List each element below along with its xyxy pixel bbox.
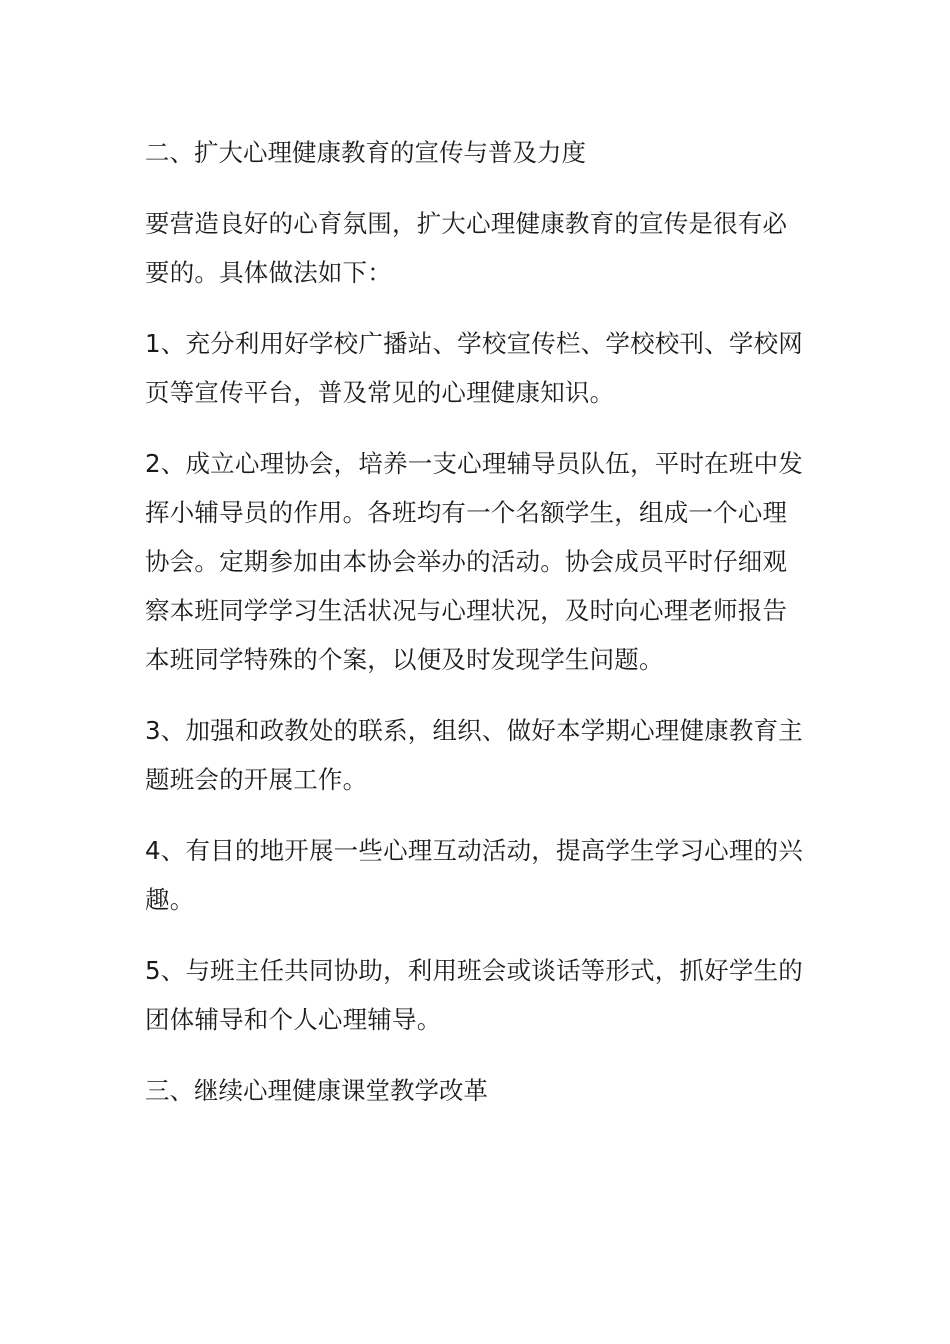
list-item-1 — [145, 319, 810, 417]
text-line: 页等宣传平台，普及常见的心理健康知识。 — [145, 378, 615, 407]
list-item-4 — [145, 826, 810, 924]
text-line: 二、扩大心理健康教育的宣传与普及力度 — [145, 138, 586, 167]
list-item-5 — [145, 946, 810, 1044]
document-body — [145, 128, 810, 1137]
text-line: 本班同学特殊的个案，以便及时发现学生问题。 — [145, 645, 664, 674]
text-line: 三、继续心理健康课堂教学改革 — [145, 1076, 488, 1105]
text-line: 趣。 — [145, 885, 195, 914]
text-line: 5、与班主任共同协助，利用班会或谈话等形式，抓好学生的 — [145, 956, 803, 985]
text-line: 团体辅导和个人心理辅导。 — [145, 1005, 442, 1034]
text-line: 要的。具体做法如下： — [145, 258, 392, 287]
text-line: 要营造良好的心育氛围，扩大心理健康教育的宣传是很有必 — [145, 209, 788, 238]
text-line: 挥小辅导员的作用。各班均有一个名额学生，组成一个心理 — [145, 498, 788, 527]
section-heading-3 — [145, 1066, 810, 1115]
text-line: 4、有目的地开展一些心理互动活动，提高学生学习心理的兴 — [145, 836, 803, 865]
text-line: 协会。定期参加由本协会举办的活动。协会成员平时仔细观 — [145, 547, 788, 576]
text-line: 2、成立心理协会，培养一支心理辅导员队伍，平时在班中发 — [145, 449, 803, 478]
intro-paragraph — [145, 199, 810, 297]
list-item-2 — [145, 439, 810, 684]
text-line: 3、加强和政教处的联系，组织、做好本学期心理健康教育主 — [145, 716, 803, 745]
list-item-3 — [145, 706, 810, 804]
text-line: 1、充分利用好学校广播站、学校宣传栏、学校校刊、学校网 — [145, 329, 803, 358]
section-heading-2 — [145, 128, 810, 177]
text-line: 题班会的开展工作。 — [145, 765, 368, 794]
text-line: 察本班同学学习生活状况与心理状况，及时向心理老师报告 — [145, 596, 788, 625]
